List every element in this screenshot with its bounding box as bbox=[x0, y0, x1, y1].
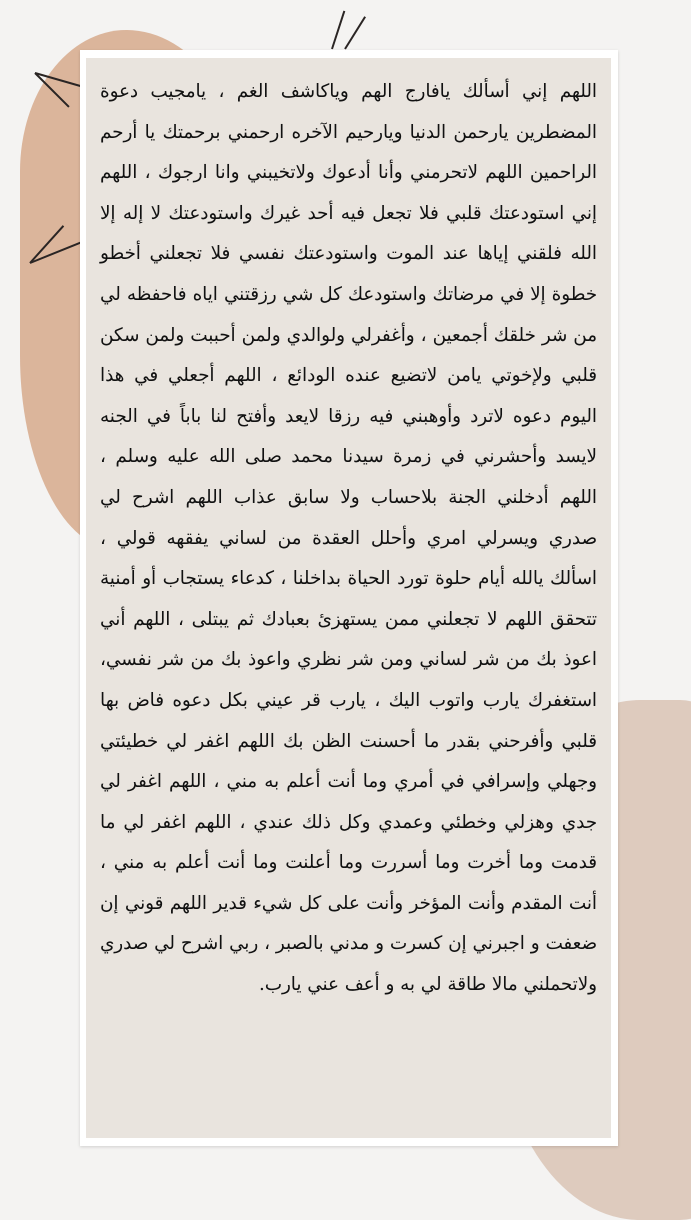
prayer-card bbox=[86, 58, 611, 1138]
prayer-text: اللهم إني أسألك يافارج الهم وياكاشف الغم ، يامجيب دعوة المضطرين يارحمن الدنيا ويارحيم الآخره ارحمني برحمتك يا أرحم الراحمين اللهم لاتحرمني وأنا أدعوك ولاتخيبني وانا ارجوك ، اللهم إني استودعتك قلبي فلا تجعل فيه أحد غيرك واستودعتك لا إله إلا الله فلقني إياها عند الموت واستودعتك نفسي فلا تجعلني أخطو خطوة إلا في مرضاتك واستودعك كل شي رزقتني اياه فاحفظه لي من شر خلقك أجمعين ، وأغفرلي ولوالدي ولمن أحببت ولمن سكن قلبي ولإخوتي يامن لاتضيع عنده الودائع ، اللهم أجعلي في هذا اليوم دعوه لاترد وأوهبني فيه رزقا لايعد وأفتح لنا باباً في الجنه لايسد وأحشرني في زمرة سيدنا محمد صلى الله عليه وسلم ، اللهم أدخلني الجنة بلاحساب ولا سابق عذاب اللهم اشرح لي صدري ويسرلي امري وأحلل العقدة من لساني يفقهه قولي ، اسألك يالله أيام حلوة تورد الحياة بداخلنا ، كدعاء يستجاب أو أمنية تتحقق اللهم لا تجعلني ممن يستهزئ بعبادك ثم يبتلى ، اللهم أني اعوذ بك من شر لساني ومن شر نظري واعوذ بك من شر نفسي، استغفرك يارب واتوب اليك ، يارب قر عيني بكل دعوه فاض بها قلبي وأفرحني بقدر ما أحسنت الظن بك اللهم اغفر لي خطيئتي وجهلي وإسرافي في أمري وما أنت أعلم به مني ، اللهم اغفر لي جدي وهزلي وخطئي وعمدي وكل ذلك عندي ، اللهم اغفر لي ما قدمت وما أخرت وما أسررت وما أعلنت وما أنت أعلم به مني ، أنت المقدم وأنت المؤخر وأنت على كل شيء قدير اللهم قوني إن ضعفت و اجبرني إن كسرت و مدني بالصبر ، ربي اشرح لي صدري ولاتحملني مالا طاقة لي به و أعف عني يارب. bbox=[100, 81, 597, 996]
decorative-line bbox=[331, 11, 345, 50]
decorative-line bbox=[344, 16, 366, 49]
